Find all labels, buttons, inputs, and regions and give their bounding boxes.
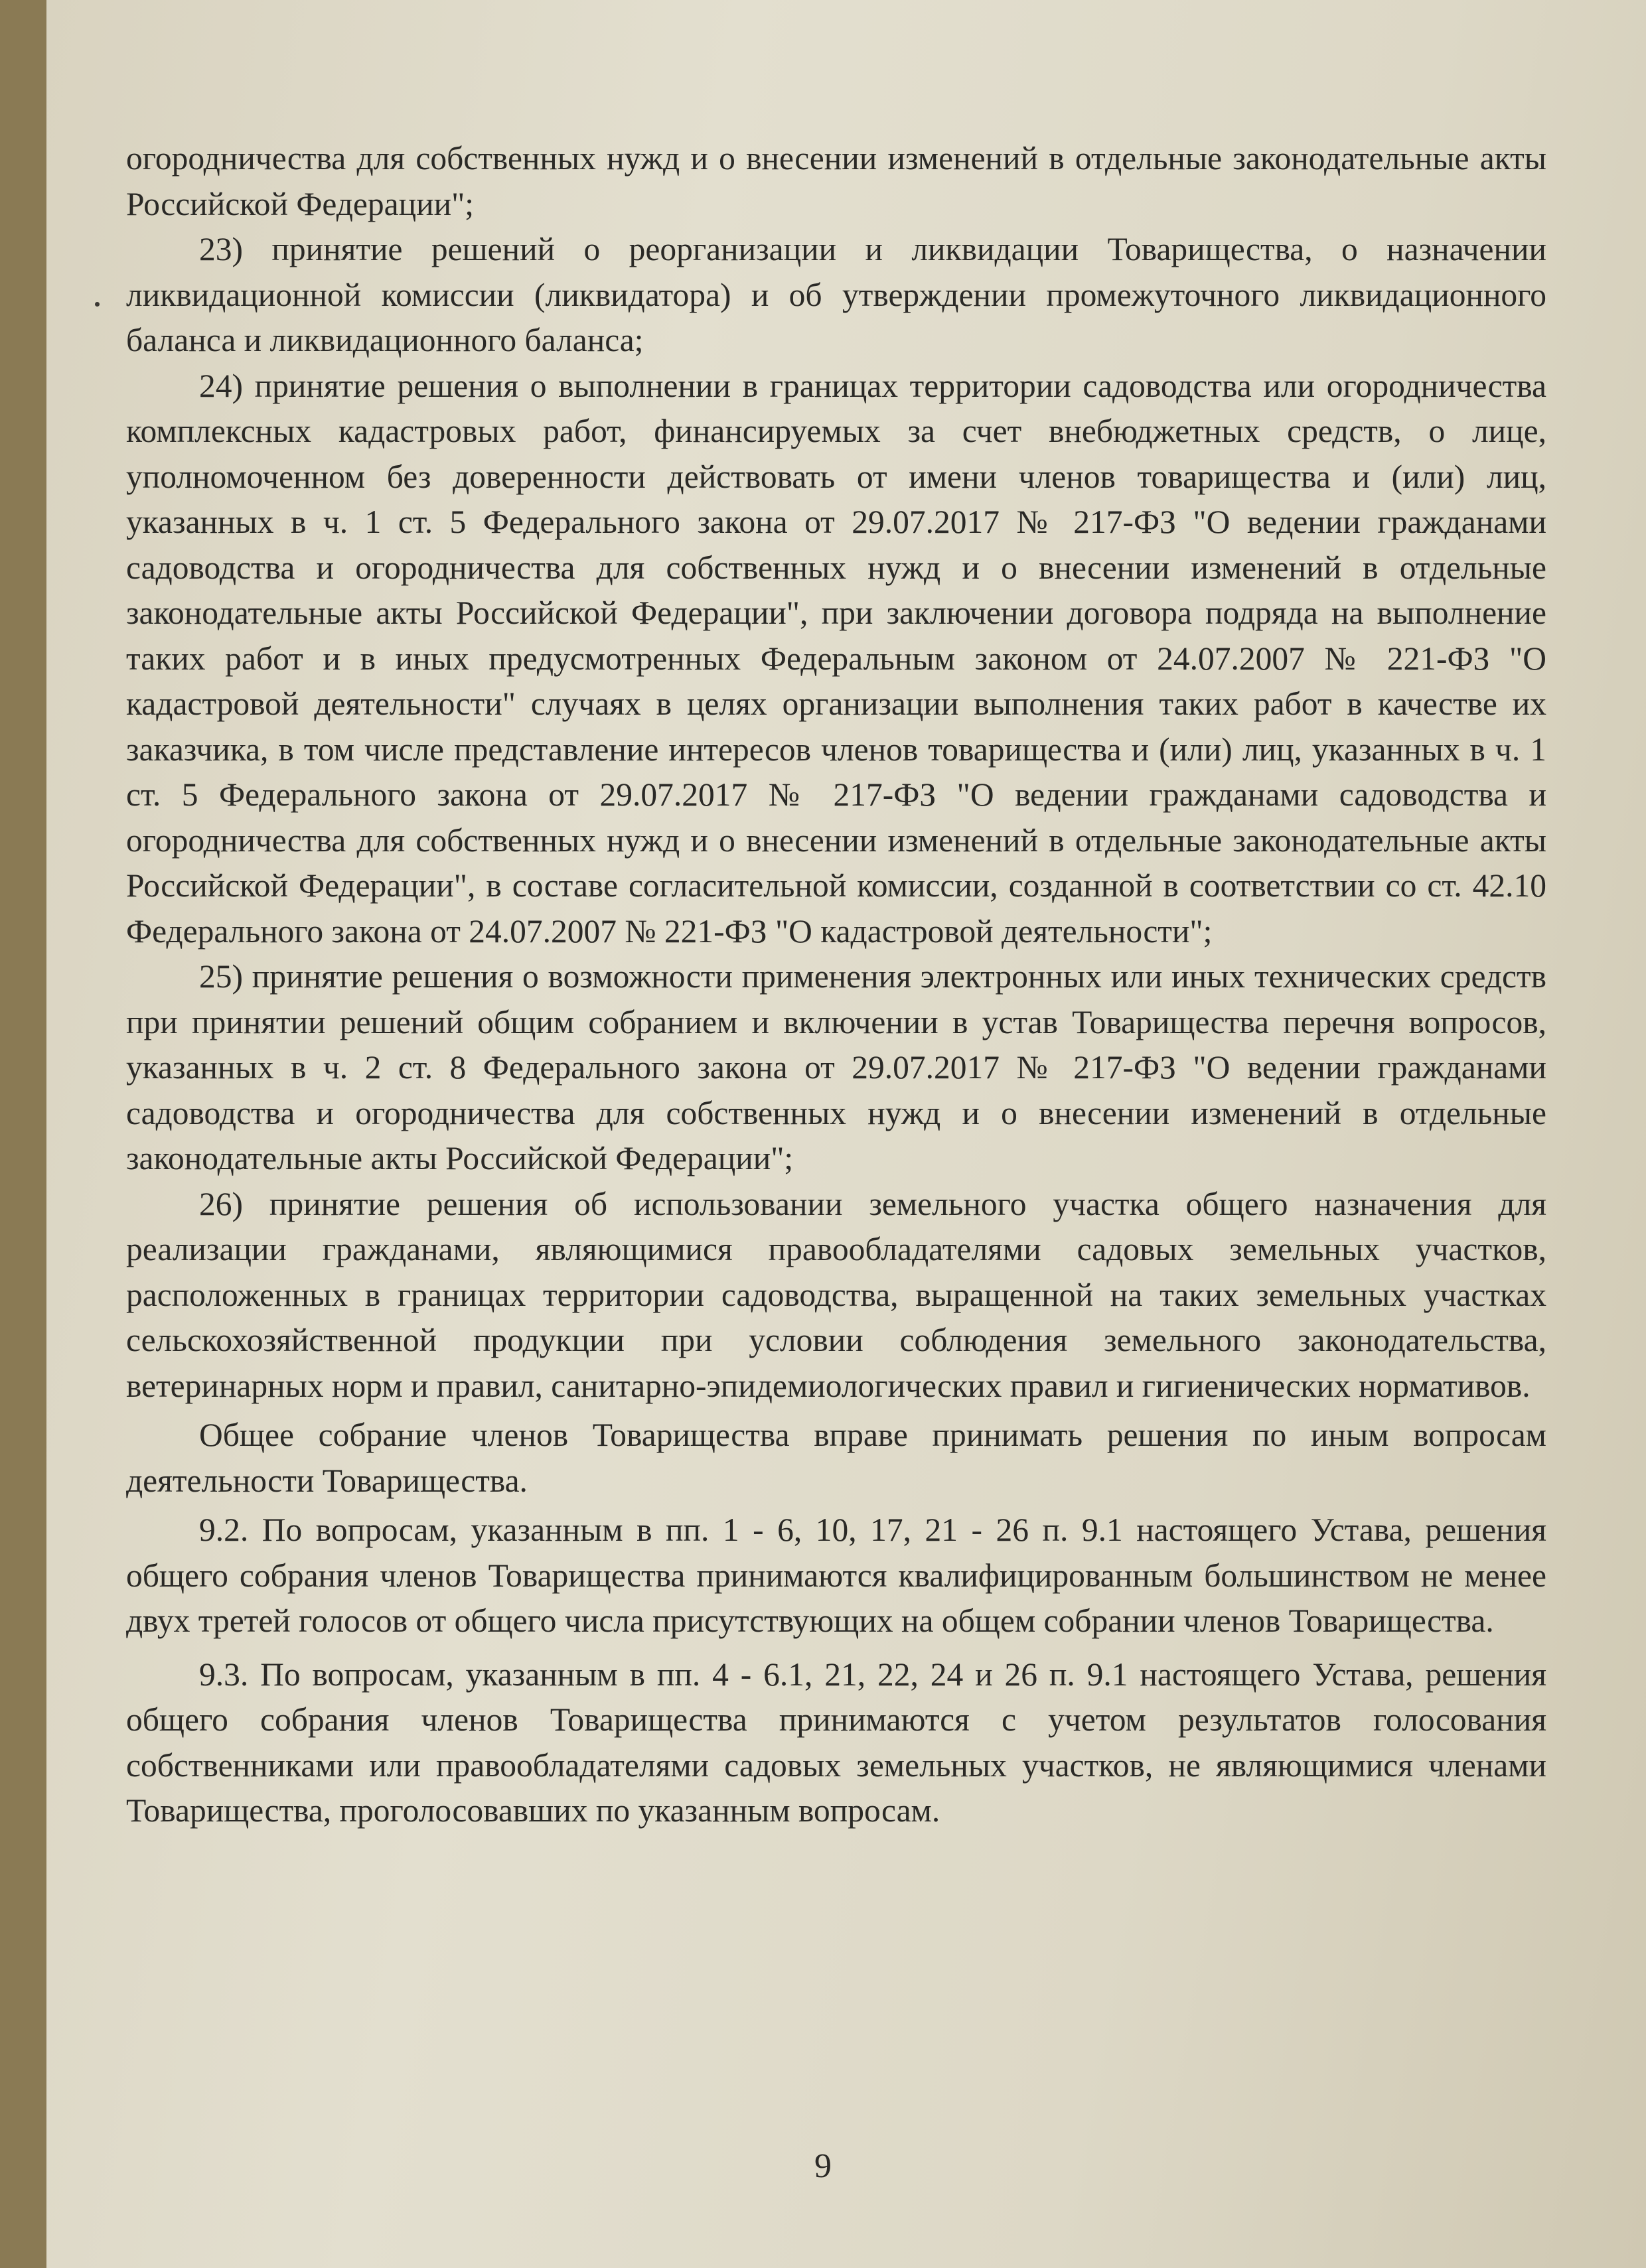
paragraph-clause-9-2: 9.2. По вопросам, указанным в пп. 1 - 6, 10, 17, 21 - 26 п. 9.1 настоящего Устава, решения общего собрания членов Товарищества принимаются квалифицированным большинством не менее двух третей голосов от общего числа присутствующих на общем собрании членов Товарищества. [126,1512,1546,1639]
page-number: 9 [814,2147,832,2185]
document-body [126,136,1546,1834]
paragraph-item-25: 25) принятие решения о возможности применения электронных или иных технических средств при принятии решений общим собранием и включении в устав Товарищества перечня вопросов, указанных в ч. 2 ст. 8 Федерального закона от 29.07.2017 № 217-ФЗ "О ведении гражданами садоводства и огородничества для собственных нужд и о внесении изменений в отдельные законодательные акты Российской Федерации"; [126,958,1546,1176]
paragraph-item-26: 26) принятие решения об использовании земельного участка общего назначения для реализации гражданами, являющимися правообладателями садовых земельных участков, расположенных в границах территории садоводства, выращенной на таких земельных участках сельскохозяйственной продукции при условии соблюдения земельного законодательства, ветеринарных норм и правил, санитарно-эпидемиологических правил и гигиенических нормативов. [126,1185,1546,1404]
paragraph-continuation: огородничества для собственных нужд и о внесении изменений в отдельные законодательные акты Российской Федерации"; [126,140,1546,222]
ink-dot-mark [95,302,100,307]
paragraph-item-23: 23) принятие решений о реорганизации и ликвидации Товарищества, о назначении ликвидационной комиссии (ликвидатора) и об утверждении промежуточного ликвидационного баланса и ликвидационного баланса; [126,231,1546,358]
paragraph-clause-9-3: 9.3. По вопросам, указанным в пп. 4 - 6.1, 21, 22, 24 и 26 п. 9.1 настоящего Устава, решения общего собрания членов Товарищества принимаются с учетом результатов голосования собственниками или правообладателями садовых земельных участков, не являющимися членами Товарищества, проголосовавших по указанным вопросам. [126,1656,1546,1829]
paragraph-item-24: 24) принятие решения о выполнении в границах территории садоводства или огородничества комплексных кадастровых работ, финансируемых за счет внебюджетных средств, о лице, уполномоченном без доверенности действовать от имени членов товарищества и (или) лиц, указанных в ч. 1 ст. 5 Федерального закона от 29.07.2017 № 217-ФЗ "О ведении гражданами садоводства и огородничества для собственных нужд и о внесении изменений в отдельные законодательные акты Российской Федерации", при заключении договора подряда на выполнение таких работ и в иных предусмотренных Федеральным законом от 24.07.2007 № 221-ФЗ "О кадастровой деятельности" случаях в целях организации выполнения таких работ в качестве их заказчика, в том числе представление интересов членов товарищества и (или) лиц, указанных в ч. 1 ст. 5 Федерального закона от 29.07.2017 № 217-ФЗ "О ведении гражданами садоводства и огородничества для собственных нужд и о внесении изменений в отдельные законодательные акты Российской Федерации", в составе согласительной комиссии, созданной в соответствии со ст. 42.10 Федерального закона от 24.07.2007 № 221-ФЗ "О кадастровой деятельности"; [126,367,1546,950]
paragraph-general-meeting: Общее собрание членов Товарищества вправе принимать решения по иным вопросам деятельности Товарищества. [126,1417,1546,1499]
